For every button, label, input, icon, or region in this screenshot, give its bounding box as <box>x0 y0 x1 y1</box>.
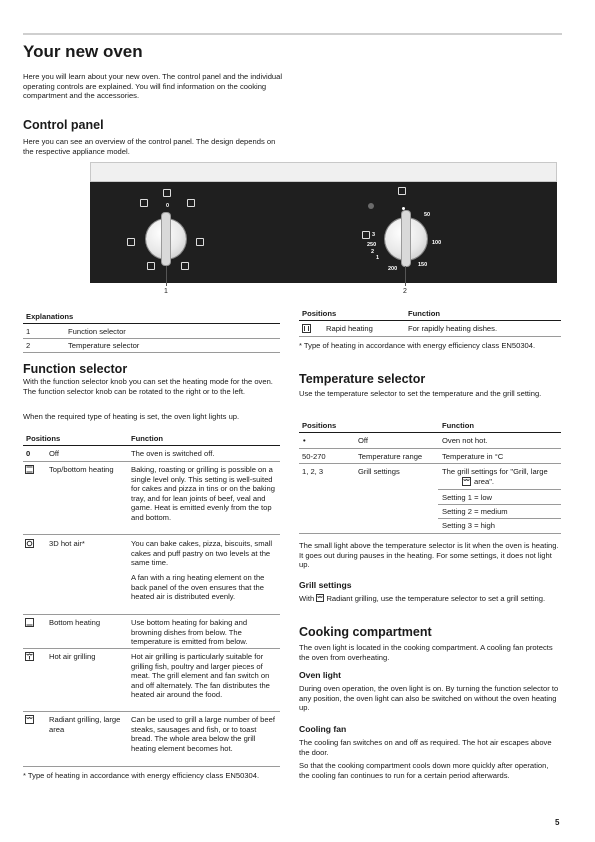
off-dot-position: • <box>303 436 306 445</box>
ts-header-rule <box>299 432 561 433</box>
radiant-grill-inline-icon <box>462 477 471 486</box>
fs-row-position: Off <box>49 449 59 458</box>
intro-text: Here you will learn about your new oven. The control panel and the individual operating controls are explained. You will find information on the cooking compartment and the accessories. <box>23 72 283 101</box>
rapid-col-function: Function <box>408 309 441 318</box>
temperature-selector-text: Use the temperature selector to set the temperature and the grill setting. <box>299 389 542 398</box>
ts-row-label: Off <box>358 436 368 445</box>
row-divider <box>23 352 280 353</box>
knob1-zero-label: 0 <box>166 203 170 209</box>
fs-footnote: * Type of heating in accordance with energy efficiency class EN50304. <box>23 771 260 780</box>
grill-settings-text <box>299 594 561 604</box>
fs-row-function: You can bake cakes, pizza, biscuits, small cakes and puff pastry on two levels at the same time. <box>131 539 273 568</box>
function-selector-heading: Function selector <box>23 362 128 376</box>
page-number: 5 <box>555 818 560 827</box>
off-dot-icon <box>402 207 405 210</box>
control-panel-heading: Control panel <box>23 118 104 132</box>
grill-setting-1: Setting 1 = low <box>442 493 493 502</box>
panel-top-strip <box>90 162 557 182</box>
explanations-header: Explanations <box>26 312 74 321</box>
grill-settings-text-post: Radiant grilling, use the temperature selector to set a grill setting. <box>326 594 546 603</box>
rapid-row-position: Rapid heating <box>326 324 373 333</box>
row-divider <box>23 614 280 615</box>
temp-label-50: 50 <box>424 212 431 218</box>
row-divider <box>23 711 280 712</box>
function-selector-knob-grip[interactable] <box>162 213 170 265</box>
rapid-footnote: * Type of heating in accordance with energy efficiency class EN50304. <box>299 341 536 350</box>
top-bottom-heating-icon <box>25 465 34 474</box>
rapid-row-function: For rapidly heating dishes. <box>408 324 498 333</box>
radiant-grill-icon <box>25 715 34 724</box>
temp-label-200: 200 <box>388 266 398 272</box>
temperature-selector-knob-grip[interactable] <box>402 211 410 266</box>
temperature-light-text: The small light above the temperature selector is lit when the oven is heating. It goes out during pauses in the heating. For some settings, it does not light up. <box>299 541 559 570</box>
hot-air-grilling-icon <box>25 652 34 661</box>
cooking-compartment-text: The oven light is located in the cooking compartment. A cooling fan protects the oven from overheating. <box>299 643 553 662</box>
row-divider <box>23 648 280 649</box>
fs-row-function: Can be used to grill a large number of beef steaks, sausages and fish, or to toast bread. The whole area below the grill heating element becomes hot. <box>131 715 275 753</box>
header-rule <box>23 33 562 35</box>
explanation-text: Function selector <box>68 327 126 336</box>
rapid-heating-table-icon <box>302 324 311 333</box>
temp-label-100: 100 <box>432 240 442 246</box>
oven-light-text: During oven operation, the oven light is on. By turning the function selector to any position, the oven light can also be switched on without the oven heating up. <box>299 684 559 713</box>
temp-label-250: 250 <box>367 242 377 248</box>
row-divider <box>23 766 280 767</box>
row-divider <box>299 533 561 534</box>
row-divider <box>299 448 561 449</box>
explanation-num: 1 <box>26 327 31 336</box>
row-divider <box>23 338 280 339</box>
temperature-selector-heading: Temperature selector <box>299 372 426 386</box>
radiant-grill-symbol-icon <box>127 238 135 246</box>
explanation-num: 2 <box>26 341 31 350</box>
cooking-compartment-heading: Cooking compartment <box>299 625 432 639</box>
zero-icon: 0 <box>26 449 31 458</box>
explanations-rule <box>23 323 280 324</box>
fs-row-position: Bottom heating <box>49 618 101 627</box>
fs-row-function: The oven is switched off. <box>131 449 215 458</box>
ts-row-label: Temperature range <box>358 452 423 461</box>
fs-row-position: Top/bottom heating <box>49 465 114 474</box>
fs-row-function: Hot air grilling is particularly suitable for grilling fish, poultry and larger pieces of meat. The grill element and fan switch on and off alternately. The fan distributes the heated air around the food. <box>131 652 270 700</box>
callout-2: 2 <box>403 288 407 295</box>
ts-row-function: The grill settings for "Grill, large <box>442 467 548 476</box>
row-divider <box>438 489 561 490</box>
row-divider <box>299 336 561 337</box>
page-title: Your new oven <box>23 42 143 61</box>
grill-symbol-icon <box>181 262 189 270</box>
hot-air-icon <box>25 539 34 548</box>
callout-1: 1 <box>164 288 168 295</box>
rapid-header-rule <box>299 320 561 321</box>
grill-setting-2: Setting 2 = medium <box>442 507 508 516</box>
rapid-heating-icon <box>163 189 171 197</box>
cooling-fan-p2: So that the cooking compartment cools down more quickly after operation, the cooling fan continues to run for a certain period afterwards. <box>299 761 549 780</box>
row-divider <box>438 518 561 519</box>
fs-row-function-extra: A fan with a ring heating element on the back panel of the oven ensures that the heated air is distributed evenly. <box>131 573 265 602</box>
cooling-fan-p1: The cooling fan switches on and off as required. The hot air escapes above the door. <box>299 738 552 757</box>
ts-col-positions: Positions <box>302 421 337 430</box>
ts-row-position: 1, 2, 3 <box>302 467 324 476</box>
radiant-grill-inline-icon <box>316 594 324 602</box>
ts-col-function: Function <box>442 421 475 430</box>
grill-settings-heading: Grill settings <box>299 580 352 590</box>
callout-2-leader <box>405 266 406 286</box>
fs-col-function: Function <box>131 434 164 443</box>
cooling-fan-heading: Cooling fan <box>299 724 347 734</box>
fs-row-function: Baking, roasting or grilling is possible on a single level only. This setting is well-suited for cakes and pizza in tins or on the baking tray, and for lean joints of beef, veal and game. Heat is emitted evenly from the top and bottom. <box>131 465 275 522</box>
control-panel-text: Here you can see an overview of the control panel. The design depends on the respective appliance model. <box>23 137 276 156</box>
radiant-grill-panel-icon <box>362 231 370 239</box>
ts-row-position: 50-270 <box>302 452 326 461</box>
row-divider <box>299 463 561 464</box>
hot-air-grilling-symbol-icon <box>140 199 148 207</box>
grill-setting-3: Setting 3 = high <box>442 521 495 530</box>
bottom-heating-icon <box>25 618 34 627</box>
grill-label-1: 1 <box>376 255 380 261</box>
callout-1-leader <box>166 266 167 286</box>
function-selector-p2: When the required type of heating is set, the oven light lights up. <box>23 412 240 421</box>
grill-label-2: 2 <box>371 249 375 255</box>
function-selector-p1: With the function selector knob you can set the heating mode for the oven. The function selector knob can be rotated to the right or to the left. <box>23 377 273 396</box>
hot-air-symbol-icon <box>196 238 204 246</box>
row-divider <box>23 461 280 462</box>
ts-row-function: Oven not hot. <box>442 436 488 445</box>
grill-settings-text-pre: With <box>299 594 315 603</box>
ts-row-function-end: area". <box>474 477 495 486</box>
temperature-indicator-light <box>368 203 374 209</box>
row-divider <box>438 504 561 505</box>
explanation-text: Temperature selector <box>68 341 140 350</box>
oven-light-heading: Oven light <box>299 670 342 680</box>
fs-col-positions: Positions <box>26 434 61 443</box>
row-divider <box>23 534 280 535</box>
fs-row-position: Radiant grilling, large area <box>49 715 121 734</box>
ts-row-label: Grill settings <box>358 467 400 476</box>
oven-light-symbol-icon <box>398 187 406 195</box>
fs-header-rule <box>23 445 280 446</box>
top-bottom-heating-symbol-icon <box>187 199 195 207</box>
fs-row-position: Hot air grilling <box>49 652 96 661</box>
fs-row-position: 3D hot air* <box>49 539 85 548</box>
bottom-heating-symbol-icon <box>147 262 155 270</box>
grill-label-3: 3 <box>372 232 376 238</box>
temp-label-150: 150 <box>418 262 428 268</box>
fs-row-function: Use bottom heating for baking and browning dishes from below. The temperature is emitted from below. <box>131 618 248 647</box>
rapid-col-positions: Positions <box>302 309 337 318</box>
ts-row-function: Temperature in °C <box>442 452 504 461</box>
